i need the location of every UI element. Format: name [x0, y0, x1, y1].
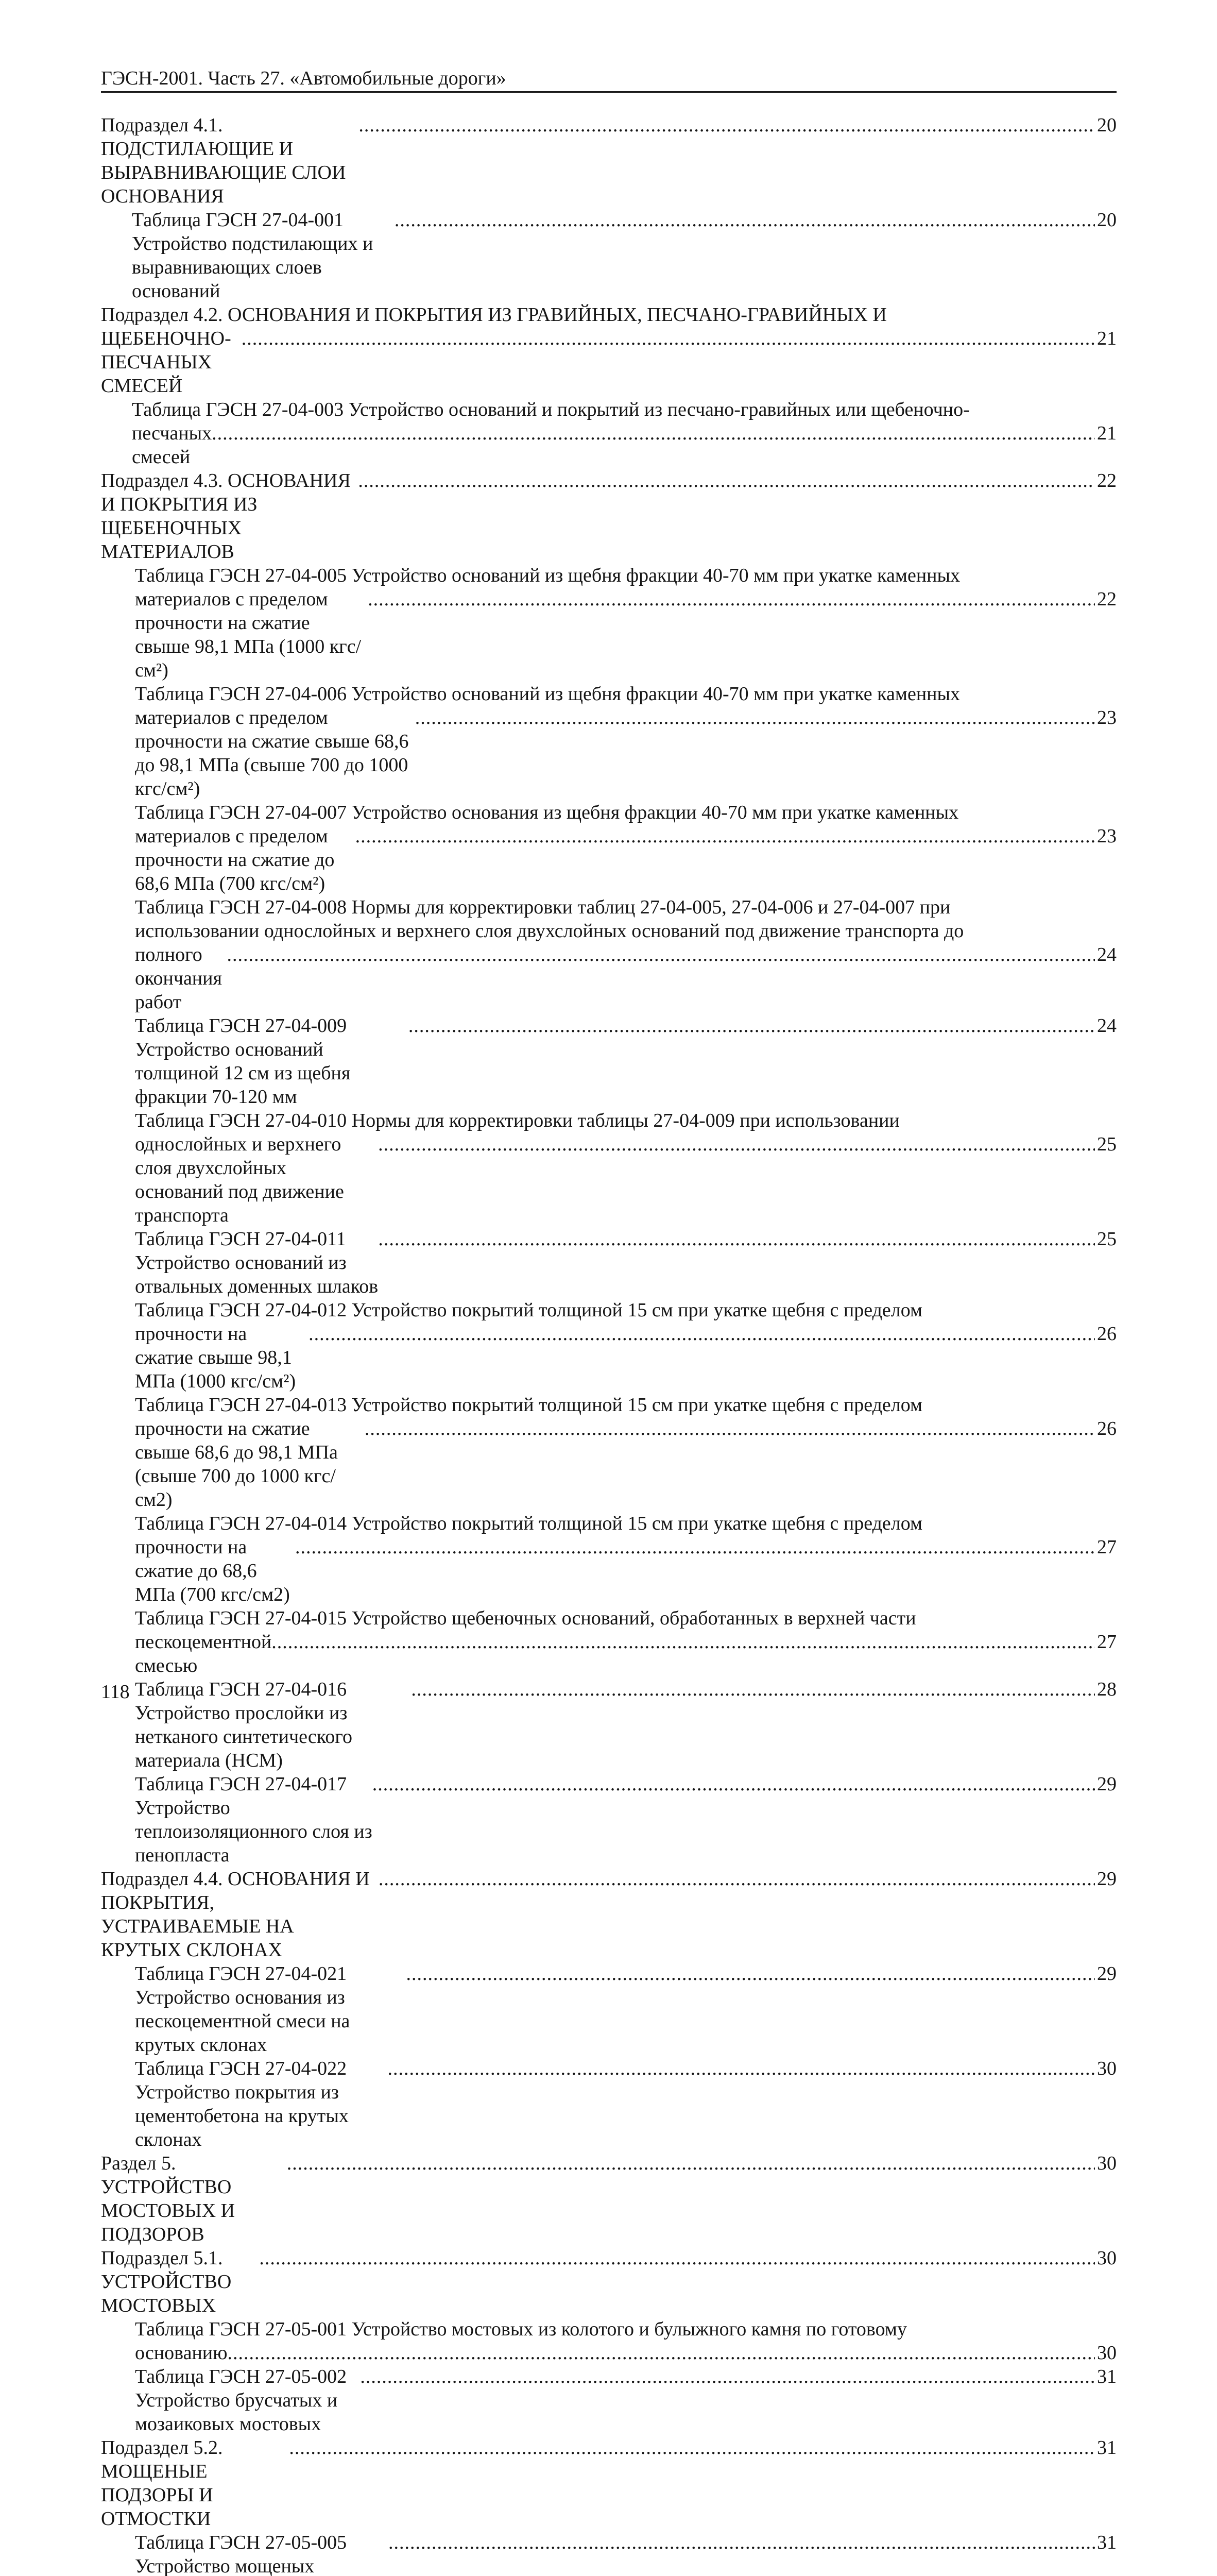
toc-page-number: 26 — [1097, 1418, 1117, 1439]
dot-leader — [388, 2057, 1095, 2080]
dot-leader — [358, 113, 1095, 137]
toc-entry-line: Таблица ГЭСН 27-05-001 Устройство мостовых из колотого и булыжного камня по готовому — [135, 2318, 907, 2340]
running-header: ГЭСН-2001. Часть 27. «Автомобильные дороги» — [101, 67, 506, 89]
toc-entry-title: песчаных смесей — [132, 422, 212, 468]
toc-entry-leader-line — [135, 1227, 1117, 1298]
toc-entry-title: Таблица ГЭСН 27-04-001 Устройство подстилающих и выравнивающих слоев оснований — [132, 209, 373, 302]
toc-entry-line: Таблица ГЭСН 27-04-005 Устройство оснований из щебня фракции 40-70 мм при укатке каменных — [135, 565, 961, 586]
dot-leader — [227, 943, 1095, 967]
dot-leader — [411, 1677, 1095, 1701]
toc-table-entry[interactable] — [101, 208, 1117, 303]
toc-page-number: 23 — [1096, 707, 1117, 728]
toc-section-entry[interactable] — [101, 303, 1117, 398]
toc-page-number: 29 — [1097, 1868, 1117, 1890]
toc-entry-line: Таблица ГЭСН 27-04-007 Устройство основания из щебня фракции 40-70 мм при укатке каменных — [135, 802, 959, 823]
toc-entry-leader-line — [101, 2151, 1117, 2246]
toc-page-number: 25 — [1097, 1133, 1117, 1155]
toc-entry-title: Таблица ГЭСН 27-04-017 Устройство теплоизоляционного слоя из пенопласта — [135, 1773, 372, 1866]
toc-entry-title: Подраздел 5.1. УСТРОЙСТВО МОСТОВЫХ — [101, 2247, 232, 2316]
dot-leader — [378, 1227, 1095, 1251]
toc-table-entry[interactable] — [101, 1298, 1117, 1393]
toc-section-entry[interactable] — [101, 469, 1117, 564]
toc-page-number: 21 — [1097, 422, 1117, 444]
toc-entry-title: полного окончания работ — [135, 944, 222, 1013]
toc-table-entry[interactable] — [101, 1393, 1117, 1512]
toc-section-entry[interactable] — [101, 2436, 1117, 2531]
header-rule — [101, 91, 1117, 93]
toc-entry-title: материалов с пределом прочности на сжатие свыше 68,6 до 98,1 МПа (свыше 700 до 1000 кгс/см²) — [135, 707, 409, 800]
toc-entry-leader-line — [135, 1535, 1117, 1606]
toc-table-entry[interactable] — [101, 1227, 1117, 1298]
toc-entry-title: Подраздел 4.3. ОСНОВАНИЯ И ПОКРЫТИЯ ИЗ ЩЕБЕНОЧНЫХ МАТЕРИАЛОВ — [101, 470, 351, 563]
dot-leader — [271, 1630, 1095, 1654]
toc-entry-title: Таблица ГЭСН 27-04-022 Устройство покрытия из цементобетона на крутых склонах — [135, 2058, 349, 2150]
dot-leader — [368, 587, 1095, 611]
toc-entry-leader-line — [135, 1962, 1117, 2057]
toc-page-number: 24 — [1097, 1015, 1117, 1037]
toc-entry-leader-line — [135, 824, 1117, 895]
toc-page-number: 29 — [1097, 1773, 1117, 1795]
toc-page-number: 27 — [1097, 1536, 1117, 1558]
toc-page-number: 29 — [1097, 1963, 1117, 1985]
toc-entry-title: ЩЕБЕНОЧНО-ПЕСЧАНЫХ СМЕСЕЙ — [101, 328, 231, 397]
toc-entry-line: Таблица ГЭСН 27-04-008 Нормы для корректировки таблиц 27-04-005, 27-04-006 и 27-04-007 при — [135, 896, 951, 918]
toc-entry-title: основанию — [135, 2342, 228, 2364]
toc-table-entry[interactable] — [101, 1962, 1117, 2057]
toc-entry-line: Таблица ГЭСН 27-04-014 Устройство покрытий толщиной 15 см при укатке щебня с пределом — [135, 1513, 923, 1534]
toc-entry-line: Таблица ГЭСН 27-04-010 Нормы для корректировки таблицы 27-04-009 при использовании — [135, 1110, 900, 1131]
toc-section-entry[interactable] — [101, 2151, 1117, 2246]
toc-entry-leader-line — [135, 1417, 1117, 1512]
toc-entry-title: однослойных и верхнего слоя двухслойных оснований под движение транспорта — [135, 1133, 344, 1226]
dot-leader — [308, 1322, 1095, 1346]
dot-leader — [360, 2365, 1095, 2388]
toc-page-number: 28 — [1097, 1679, 1117, 1700]
toc-entry-title: материалов с пределом прочности на сжатие свыше 98,1 МПа (1000 кгс/см²) — [135, 588, 362, 681]
toc-page-number: 31 — [1097, 2437, 1117, 2459]
toc-entry-title: Таблица ГЭСН 27-05-005 Устройство мощеных — [135, 2532, 347, 2576]
toc-table-entry[interactable] — [101, 1014, 1117, 1109]
toc-entry-leader-line — [135, 2531, 1117, 2576]
toc-table-entry[interactable] — [101, 1606, 1117, 1677]
page-number: 118 — [101, 1681, 130, 1703]
toc-table-entry[interactable] — [101, 895, 1117, 1014]
toc-table-entry[interactable] — [101, 1512, 1117, 1606]
toc-entry-leader-line — [135, 2365, 1117, 2436]
toc-section-entry[interactable] — [101, 2246, 1117, 2317]
toc-entry-title: Таблица ГЭСН 27-04-021 Устройство основания из пескоцементной смеси на крутых склонах — [135, 1963, 350, 2056]
toc-entry-title: прочности на сжатие свыше 98,1 МПа (1000 кгс/см²) — [135, 1323, 296, 1392]
toc-entry-title: Таблица ГЭСН 27-04-009 Устройство оснований толщиной 12 см из щебня фракции 70-120 мм — [135, 1015, 351, 1108]
dot-leader — [415, 706, 1095, 730]
toc-entry-leader-line — [132, 421, 1117, 469]
table-of-contents — [101, 113, 1117, 2576]
dot-leader — [295, 1535, 1095, 1559]
toc-page-number: 23 — [1097, 825, 1117, 847]
dot-leader — [228, 2341, 1095, 2365]
dot-leader — [395, 208, 1095, 232]
toc-entry-title: прочности на сжатие до 68,6 МПа (700 кгс/см2) — [135, 1536, 290, 1605]
toc-table-entry[interactable] — [101, 1109, 1117, 1227]
toc-entry-title: пескоцементной смесью — [135, 1631, 272, 1676]
toc-page-number: 30 — [1097, 2342, 1117, 2364]
toc-entry-leader-line — [135, 706, 1117, 801]
toc-entry-leader-line — [101, 469, 1117, 564]
toc-page-number: 31 — [1097, 2366, 1117, 2387]
toc-entry-leader-line — [135, 1322, 1117, 1393]
toc-entry-title: Подраздел 5.2. МОЩЕНЫЕ ПОДЗОРЫ И ОТМОСТКИ — [101, 2437, 223, 2530]
toc-page-number: 20 — [1097, 209, 1117, 231]
toc-entry-title: Подраздел 4.4. ОСНОВАНИЯ И ПОКРЫТИЯ, УСТРАИВАЕМЫЕ НА КРУТЫХ СКЛОНАХ — [101, 1868, 370, 1961]
toc-entry-leader-line — [135, 587, 1117, 682]
toc-table-entry[interactable] — [101, 2317, 1117, 2365]
toc-entry-leader-line — [135, 2341, 1117, 2365]
toc-entry-line: Подраздел 4.2. ОСНОВАНИЯ И ПОКРЫТИЯ ИЗ ГРАВИЙНЫХ, ПЕСЧАНО-ГРАВИЙНЫХ И — [101, 304, 887, 326]
dot-leader — [242, 327, 1095, 350]
toc-entry-title: Раздел 5. УСТРОЙСТВО МОСТОВЫХ И ПОДЗОРОВ — [101, 2153, 235, 2245]
toc-entry-line: использовании однослойных и верхнего слоя двухслойных оснований под движение транспорта до — [135, 920, 964, 942]
dot-leader — [408, 1014, 1095, 1038]
toc-page-number: 30 — [1097, 2058, 1117, 2079]
toc-entry-leader-line — [135, 1630, 1117, 1677]
dot-leader — [388, 2531, 1095, 2554]
dot-leader — [378, 1132, 1095, 1156]
toc-page-number: 25 — [1097, 1228, 1117, 1250]
toc-entry-leader-line — [132, 208, 1117, 303]
toc-entry-line: Таблица ГЭСН 27-04-012 Устройство покрытий толщиной 15 см при укатке щебня с пределом — [135, 1299, 923, 1321]
toc-entry-title: Подраздел 4.1. ПОДСТИЛАЮЩИЕ И ВЫРАВНИВАЮЩИЕ СЛОИ ОСНОВАНИЯ — [101, 114, 346, 207]
toc-entry-title: Таблица ГЭСН 27-05-002 Устройство брусчатых и мозаиковых мостовых — [135, 2366, 347, 2435]
toc-page-number: 20 — [1097, 114, 1117, 136]
dot-leader — [372, 1772, 1095, 1796]
dot-leader — [365, 1417, 1095, 1440]
toc-table-entry[interactable] — [101, 2057, 1117, 2151]
toc-entry-leader-line — [135, 943, 1117, 1014]
dot-leader — [289, 2436, 1095, 2460]
toc-entry-leader-line — [101, 1867, 1117, 1962]
toc-page-number: 27 — [1097, 1631, 1117, 1653]
toc-page-number: 21 — [1097, 328, 1117, 349]
toc-table-entry[interactable] — [101, 682, 1117, 801]
toc-table-entry[interactable] — [101, 564, 1117, 682]
dot-leader — [259, 2246, 1095, 2270]
toc-table-entry[interactable] — [101, 801, 1117, 895]
toc-table-entry[interactable] — [101, 2531, 1117, 2576]
toc-entry-leader-line — [135, 1132, 1117, 1227]
toc-page-number: 22 — [1097, 588, 1117, 610]
dot-leader — [406, 1962, 1095, 1986]
toc-entry-leader-line — [135, 1772, 1117, 1867]
toc-entry-leader-line — [135, 1014, 1117, 1109]
toc-entry-title: материалов с пределом прочности на сжатие до 68,6 МПа (700 кгс/см²) — [135, 825, 335, 894]
dot-leader — [287, 2151, 1095, 2175]
toc-section-entry[interactable] — [101, 1867, 1117, 1962]
toc-table-entry[interactable] — [101, 2365, 1117, 2436]
toc-entry-leader-line — [135, 2057, 1117, 2151]
toc-page-number: 30 — [1097, 2247, 1117, 2269]
toc-entry-line: Таблица ГЭСН 27-04-006 Устройство оснований из щебня фракции 40-70 мм при укатке каменных — [135, 683, 961, 705]
toc-table-entry[interactable] — [101, 398, 1117, 469]
toc-entry-line: Таблица ГЭСН 27-04-003 Устройство оснований и покрытий из песчано-гравийных или щебеночно- — [132, 399, 970, 420]
toc-entry-leader-line — [101, 2436, 1117, 2531]
dot-leader — [379, 1867, 1095, 1891]
toc-section-entry[interactable] — [101, 113, 1117, 208]
toc-entry-title: Таблица ГЭСН 27-04-011 Устройство оснований из отвальных доменных шлаков — [135, 1228, 379, 1297]
dot-leader — [355, 824, 1095, 848]
toc-page-number: 31 — [1097, 2532, 1117, 2553]
toc-page-number: 22 — [1097, 470, 1117, 492]
dot-leader — [212, 421, 1095, 445]
toc-entry-title: прочности на сжатие свыше 68,6 до 98,1 МПа (свыше 700 до 1000 кгс/см2) — [135, 1418, 338, 1511]
toc-table-entry[interactable] — [101, 1677, 1117, 1772]
toc-entry-leader-line — [101, 113, 1117, 208]
toc-page-number: 24 — [1097, 944, 1117, 965]
toc-entry-line: Таблица ГЭСН 27-04-013 Устройство покрытий толщиной 15 см при укатке щебня с пределом — [135, 1394, 923, 1416]
toc-entry-leader-line — [101, 327, 1117, 398]
toc-page-number: 26 — [1097, 1323, 1117, 1345]
toc-page-number: 30 — [1097, 2153, 1117, 2174]
toc-table-entry[interactable] — [101, 1772, 1117, 1867]
toc-entry-leader-line — [135, 1677, 1117, 1772]
dot-leader — [358, 469, 1095, 493]
toc-entry-line: Таблица ГЭСН 27-04-015 Устройство щебеночных оснований, обработанных в верхней части — [135, 1607, 916, 1629]
toc-entry-leader-line — [101, 2246, 1117, 2317]
toc-entry-title: Таблица ГЭСН 27-04-016 Устройство прослойки из нетканого синтетического материала (НСМ) — [135, 1679, 352, 1771]
